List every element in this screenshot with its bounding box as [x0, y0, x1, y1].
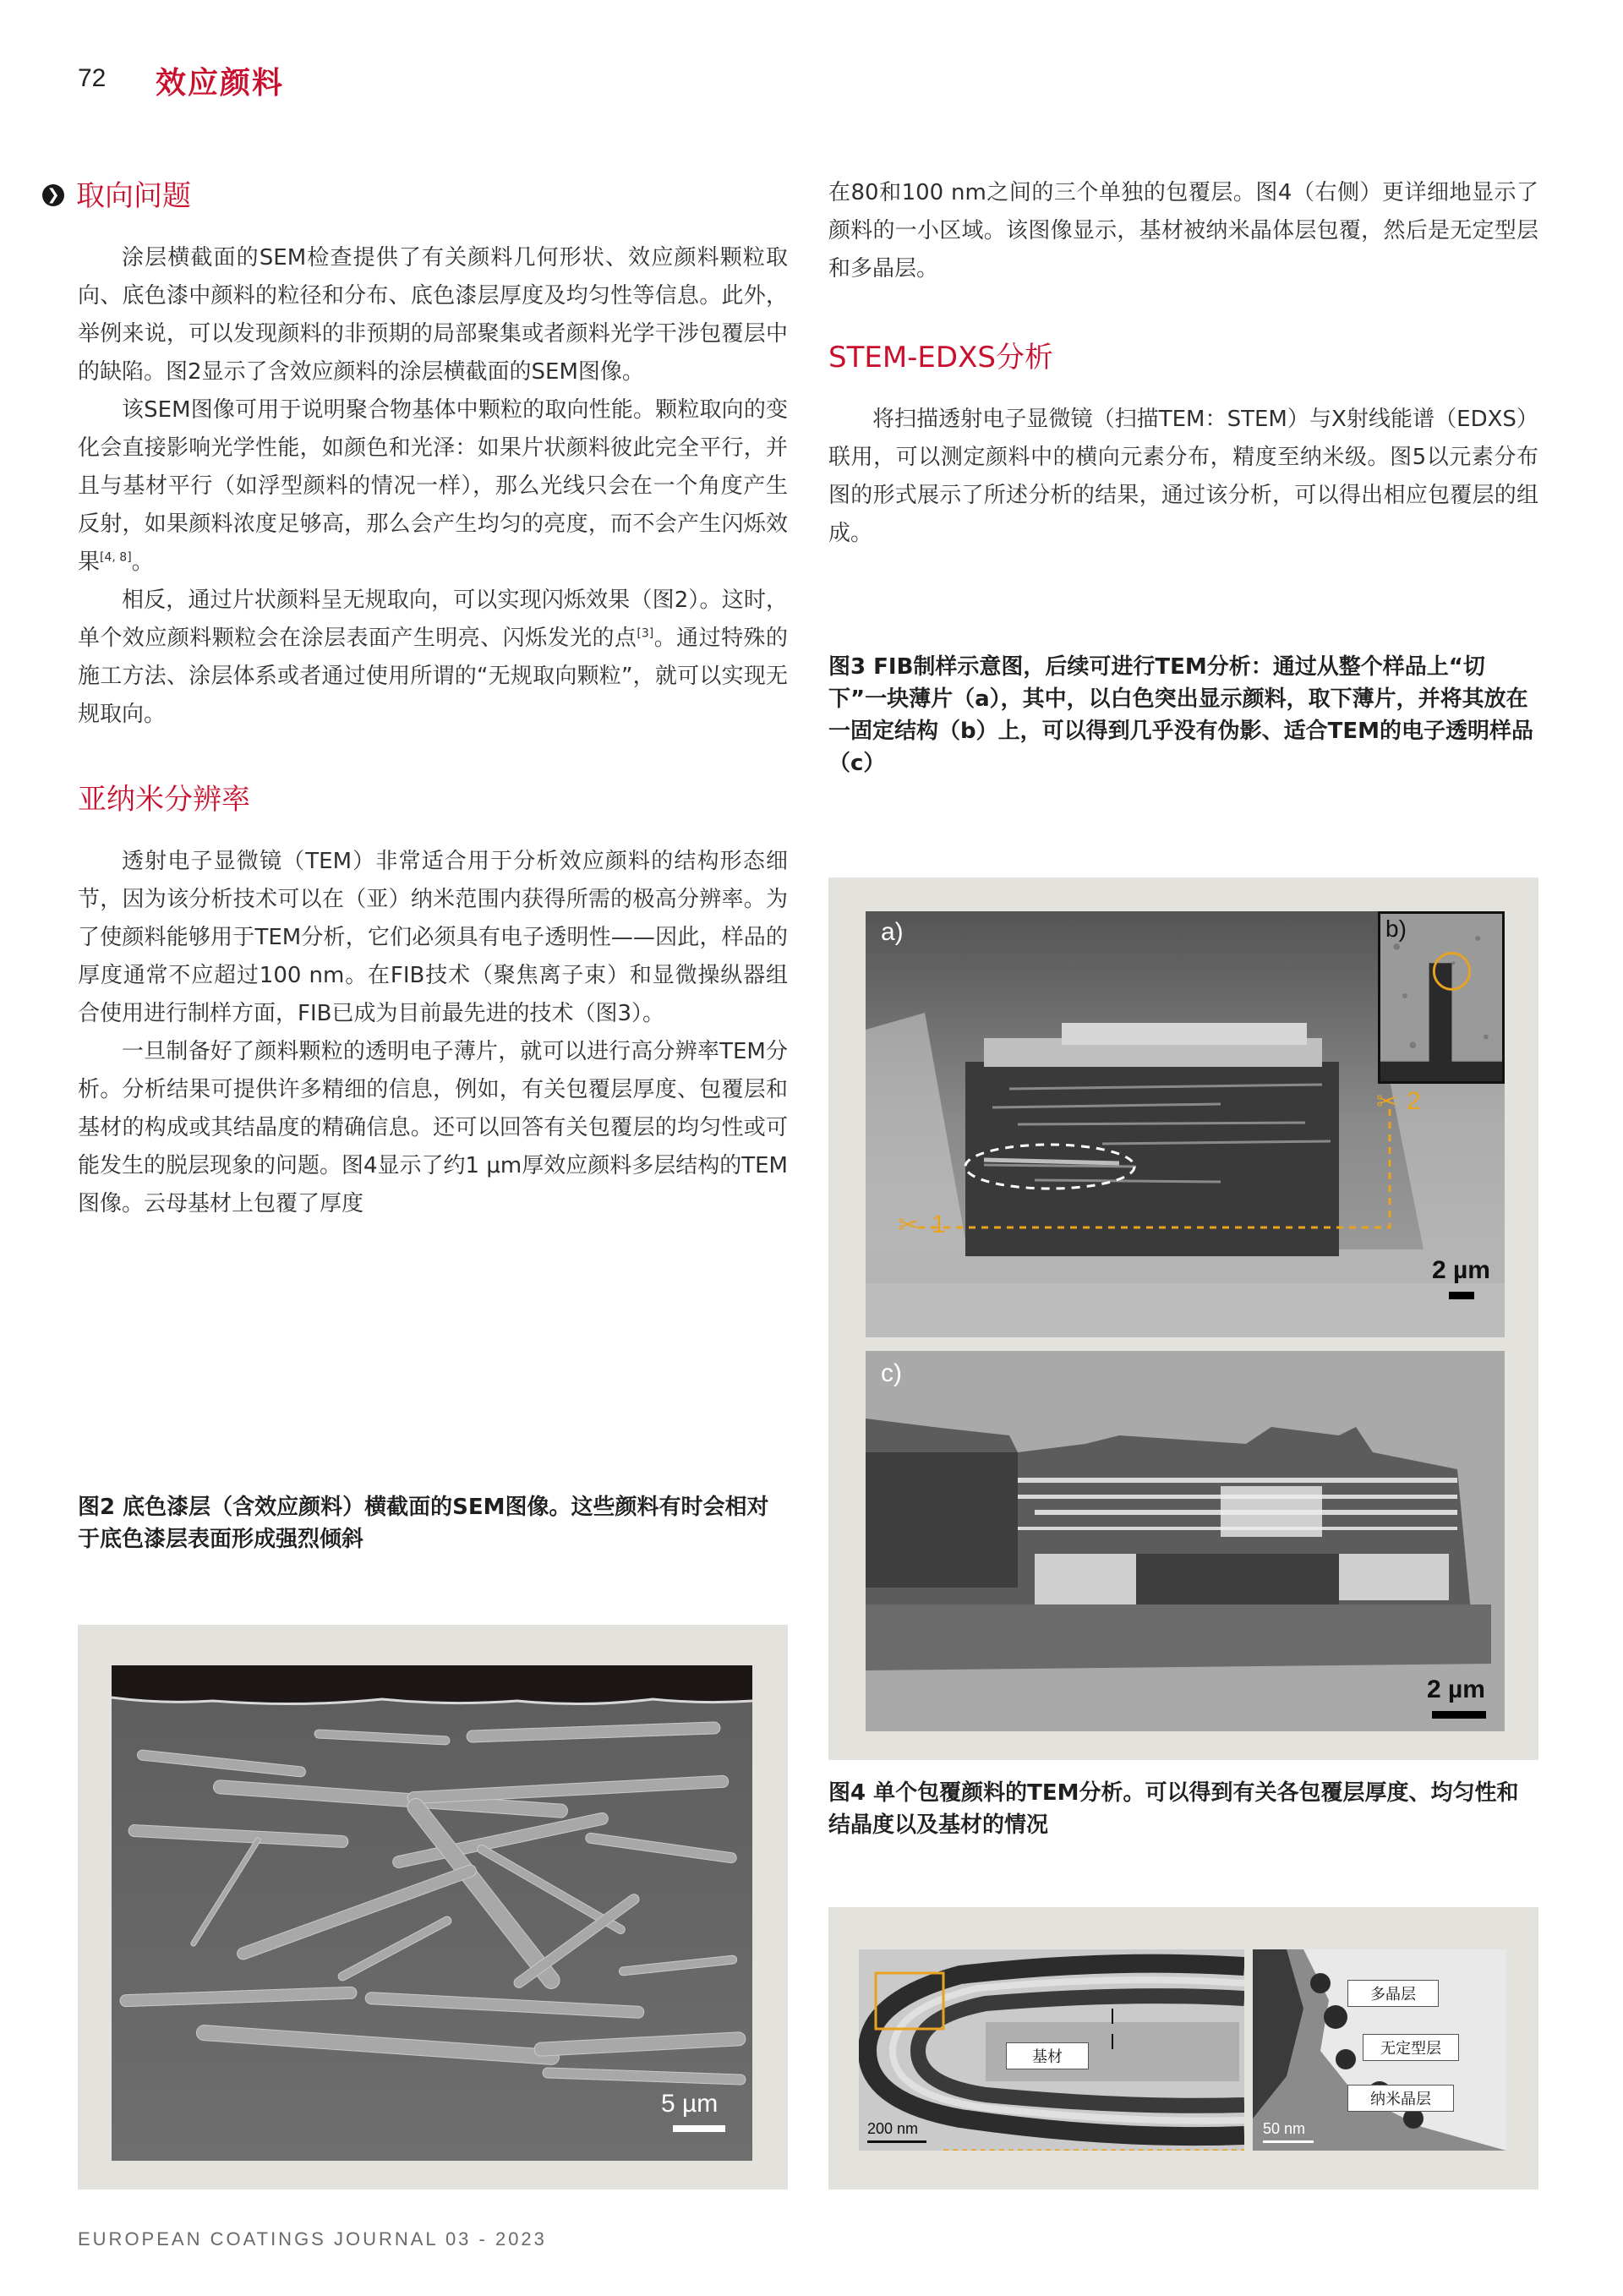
sem-graphic	[112, 1665, 752, 2161]
panel-a-scale-label: 2 µm	[1432, 1256, 1490, 1284]
footer-journal: EUROPEAN COATINGS JOURNAL 03 - 2023	[78, 2228, 547, 2250]
figure-4-caption: 图4 单个包覆颜料的TEM分析。可以得到有关各包覆层厚度、均匀性和结晶度以及基材的情况	[828, 1780, 1519, 1838]
fib-panel-a	[866, 911, 1505, 1337]
paragraph-4: 透射电子显微镜（TEM）非常适合用于分析效应颜料的结构形态细节，因为该分析技术可以在（亚）纳米范围内获得所需的极高分辨率。为了使颜料能够用于TEM分析，它们必须具有电子透明性——因此，样品的厚度通常不应超过100 nm。在FIB技术（聚焦离子束）和显微操纵器组合使用进行制样方面，FIB已成为目前最先进的技术（图3）。	[78, 848, 788, 1026]
fib-panel-b	[1378, 911, 1505, 1084]
paragraph-3-end: 。通过特殊的施工方法、涂层体系或者通过使用所谓的“无规取向颗粒”，就可以实现无规取向。	[78, 625, 788, 727]
paragraph-5: 一旦制备好了颜料颗粒的透明电子薄片，就可以进行高分辨率TEM分析。分析结果可提供许多精细的信息，例如，有关包覆层厚度、包覆层和基材的构成或其结晶度的精确信息。还可以回答有关包覆层的均匀性或可能发生的脱层现象的问题。图4显示了约1 μm厚效应颜料多层结构的TEM图像。云母基材上包覆了厚度	[78, 1038, 788, 1216]
paragraph-6: 在80和100 nm之间的三个单独的包覆层。图4（右侧）更详细地显示了颜料的一小区域。该图像显示，基材被纳米晶体层包覆，然后是无定型层和多晶层。	[828, 180, 1538, 282]
reference: [4, 8]	[100, 550, 132, 565]
chevron-right-icon: ❯	[42, 184, 64, 206]
tem-detail-scale-label: 50 nm	[1263, 2120, 1306, 2137]
paragraph-1: 涂层横截面的SEM检查提供了有关颜料几何形状、效应颜料颗粒取向、底色漆中颜料的粒径和分布、底色漆层厚度及均匀性等信息。此外，举例来说，可以发现颜料的非预期的局部聚集或者颜料光学干涉包覆层中的缺陷。图2显示了含效应颜料的涂层横截面的SEM图像。	[78, 244, 788, 385]
section-title: 效应颜料	[156, 66, 285, 101]
substrate-label: 基材	[1006, 2042, 1089, 2069]
sem-image	[112, 1665, 752, 2161]
cut-1-label: 1	[932, 1211, 946, 1238]
paragraph-3	[78, 582, 788, 734]
scale-bar	[673, 2125, 725, 2132]
poly-layer-label: 多晶层	[1347, 1980, 1439, 2007]
figure-3-caption: 图3 FIB制样示意图，后续可进行TEM分析：通过从整个样品上“切下”一块薄片（a），其中，以白色突出显示颜料，取下薄片，并将其放在一固定结构（b）上，可以得到几乎没有伪影、适合TEM的电子透明样品（c）	[828, 654, 1533, 776]
paragraph-2-end: 。	[131, 549, 154, 575]
heading-stem: STEM-EDXS分析	[828, 341, 1053, 374]
panel-b-label: b)	[1385, 916, 1407, 942]
fig2-scale-label: 5 µm	[661, 2090, 719, 2118]
tem-detail	[1253, 1949, 1506, 2151]
figure-3-box	[828, 877, 1538, 1760]
heading-orientation-text: 取向问题	[76, 179, 191, 213]
fib-panel-c-graphic	[866, 1351, 1505, 1731]
page-number: 72	[78, 64, 107, 92]
tem-overview-scale-label: 200 nm	[867, 2120, 919, 2137]
panel-c-label: c)	[881, 1359, 902, 1387]
left-column	[46, 179, 788, 1223]
cut-2-label: 2	[1407, 1087, 1421, 1115]
panel-a-label: a)	[881, 918, 904, 946]
scissors-icon: ✂	[1376, 1087, 1398, 1117]
paragraph-7: 将扫描透射电子显微镜（扫描TEM：STEM）与X射线能谱（EDXS）联用，可以测定颜料中的横向元素分布，精度至纳米级。图5以元素分布图的形式展示了所述分析的结果，通过该分析，可以得出相应包覆层的组成。	[828, 406, 1538, 546]
amorphous-layer-label: 无定型层	[1363, 2034, 1459, 2061]
right-column	[828, 174, 1538, 553]
reference: [3]	[637, 626, 654, 641]
scale-bar	[1449, 1292, 1474, 1299]
scissors-icon: ✂	[898, 1211, 920, 1240]
heading-orientation	[42, 179, 788, 214]
panel-c-scale-label: 2 µm	[1427, 1676, 1485, 1703]
tem-overview	[859, 1949, 1244, 2151]
paragraph-3-text: 相反，通过片状颜料呈无规取向，可以实现闪烁效果（图2）。这时，单个效应颜料颗粒会在涂层表面产生明亮、闪烁发光的点	[78, 587, 788, 651]
paragraph-2	[78, 391, 788, 582]
figure-2-box	[78, 1625, 788, 2189]
figure-2-caption: 图2 底色漆层（含效应颜料）横截面的SEM图像。这些颜料有时会相对于底色漆层表面形成强烈倾斜	[78, 1495, 769, 1552]
heading-subnano: 亚纳米分辨率	[78, 782, 250, 817]
paragraph-2-text: 该SEM图像可用于说明聚合物基体中颗粒的取向性能。颗粒取向的变化会直接影响光学性能，如颜色和光泽：如果片状颜料彼此完全平行，并且与基材平行（如浮型颜料的情况一样），那么光线只会在一个角度产生反射，如果颜料浓度足够高，那么会产生均匀的亮度，而不会产生闪烁效果	[78, 396, 788, 575]
scale-bar	[1432, 1711, 1486, 1719]
scale-bar	[1263, 2140, 1314, 2143]
figure-4-box	[828, 1907, 1538, 2189]
fib-panel-c	[866, 1351, 1505, 1731]
scale-bar	[867, 2140, 926, 2143]
nano-layer-label: 纳米晶层	[1347, 2085, 1454, 2112]
